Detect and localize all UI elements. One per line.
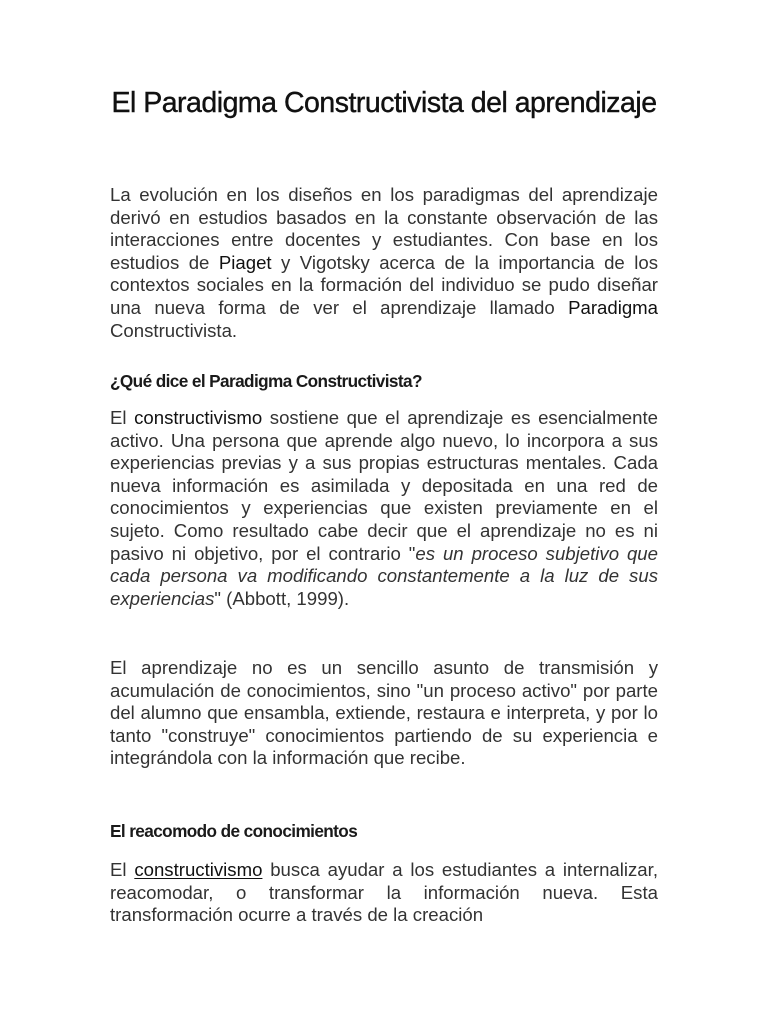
p2-text-3: " (Abbott, 1999). — [214, 587, 350, 609]
p2-text-1: El — [110, 407, 135, 428]
section-heading-reacomodo: El reacomodo de conocimientos — [110, 821, 358, 841]
p4-text-2: busca ayudar a los estudiantes a internalizar, reacomodar, o transformar la información nueva. Esta transformación ocurre a través de la creación — [110, 859, 658, 926]
paradigma-link[interactable]: Paradigma — [568, 296, 658, 318]
document-title: El Paradigma Constructivista del aprendizaje — [111, 87, 657, 119]
constructivismo-underlined-link[interactable]: constructivismo — [134, 859, 263, 880]
constructivismo-link[interactable]: constructivismo — [134, 407, 263, 428]
constructivismo-paragraph — [110, 407, 658, 610]
intro-text-3: Constructivista. — [110, 319, 238, 341]
piaget-link[interactable]: Piaget — [218, 251, 272, 273]
intro-text-2: y Vigotsky acerca de la importancia de los contextos sociales en la formación del individuo se pudo diseñar una nueva forma de ver el aprendizaje llamado — [110, 251, 658, 318]
intro-paragraph — [110, 184, 658, 342]
section-heading-que-dice: ¿Qué dice el Paradigma Constructivista? — [110, 371, 422, 391]
aprendizaje-paragraph: El aprendizaje no es un sencillo asunto de transmisión y acumulación de conocimientos, sino "un proceso activo" por parte del alumno que ensambla, extiende, restaura e interpreta, y por lo tanto "construye" conocimientos partiendo de su experiencia e integrándola con la información que recibe. — [110, 657, 658, 769]
reacomodo-paragraph — [110, 859, 658, 927]
intro-text-1: La evolución en los diseños en los paradigmas del aprendizaje derivó en estudios basados en la constante observación de las interacciones entre docentes y estudiantes. Con base en los estudios de — [110, 184, 658, 273]
p2-text-2: sostiene que el aprendizaje es esencialmente activo. Una persona que aprende algo nuevo, lo incorpora a sus experiencias previas y a sus propias estructuras mentales. Cada nueva información es asimilada y depositada en una red de conocimientos y experiencias que existen previamente en el sujeto. Como resultado cabe decir que el aprendizaje no es ni pasivo ni objetivo, por el contrario " — [110, 407, 658, 564]
p4-text-1: El — [110, 859, 135, 880]
abbott-quote: es un proceso subjetivo que cada persona va modificando constantemente a la luz de sus experiencias — [110, 542, 658, 609]
